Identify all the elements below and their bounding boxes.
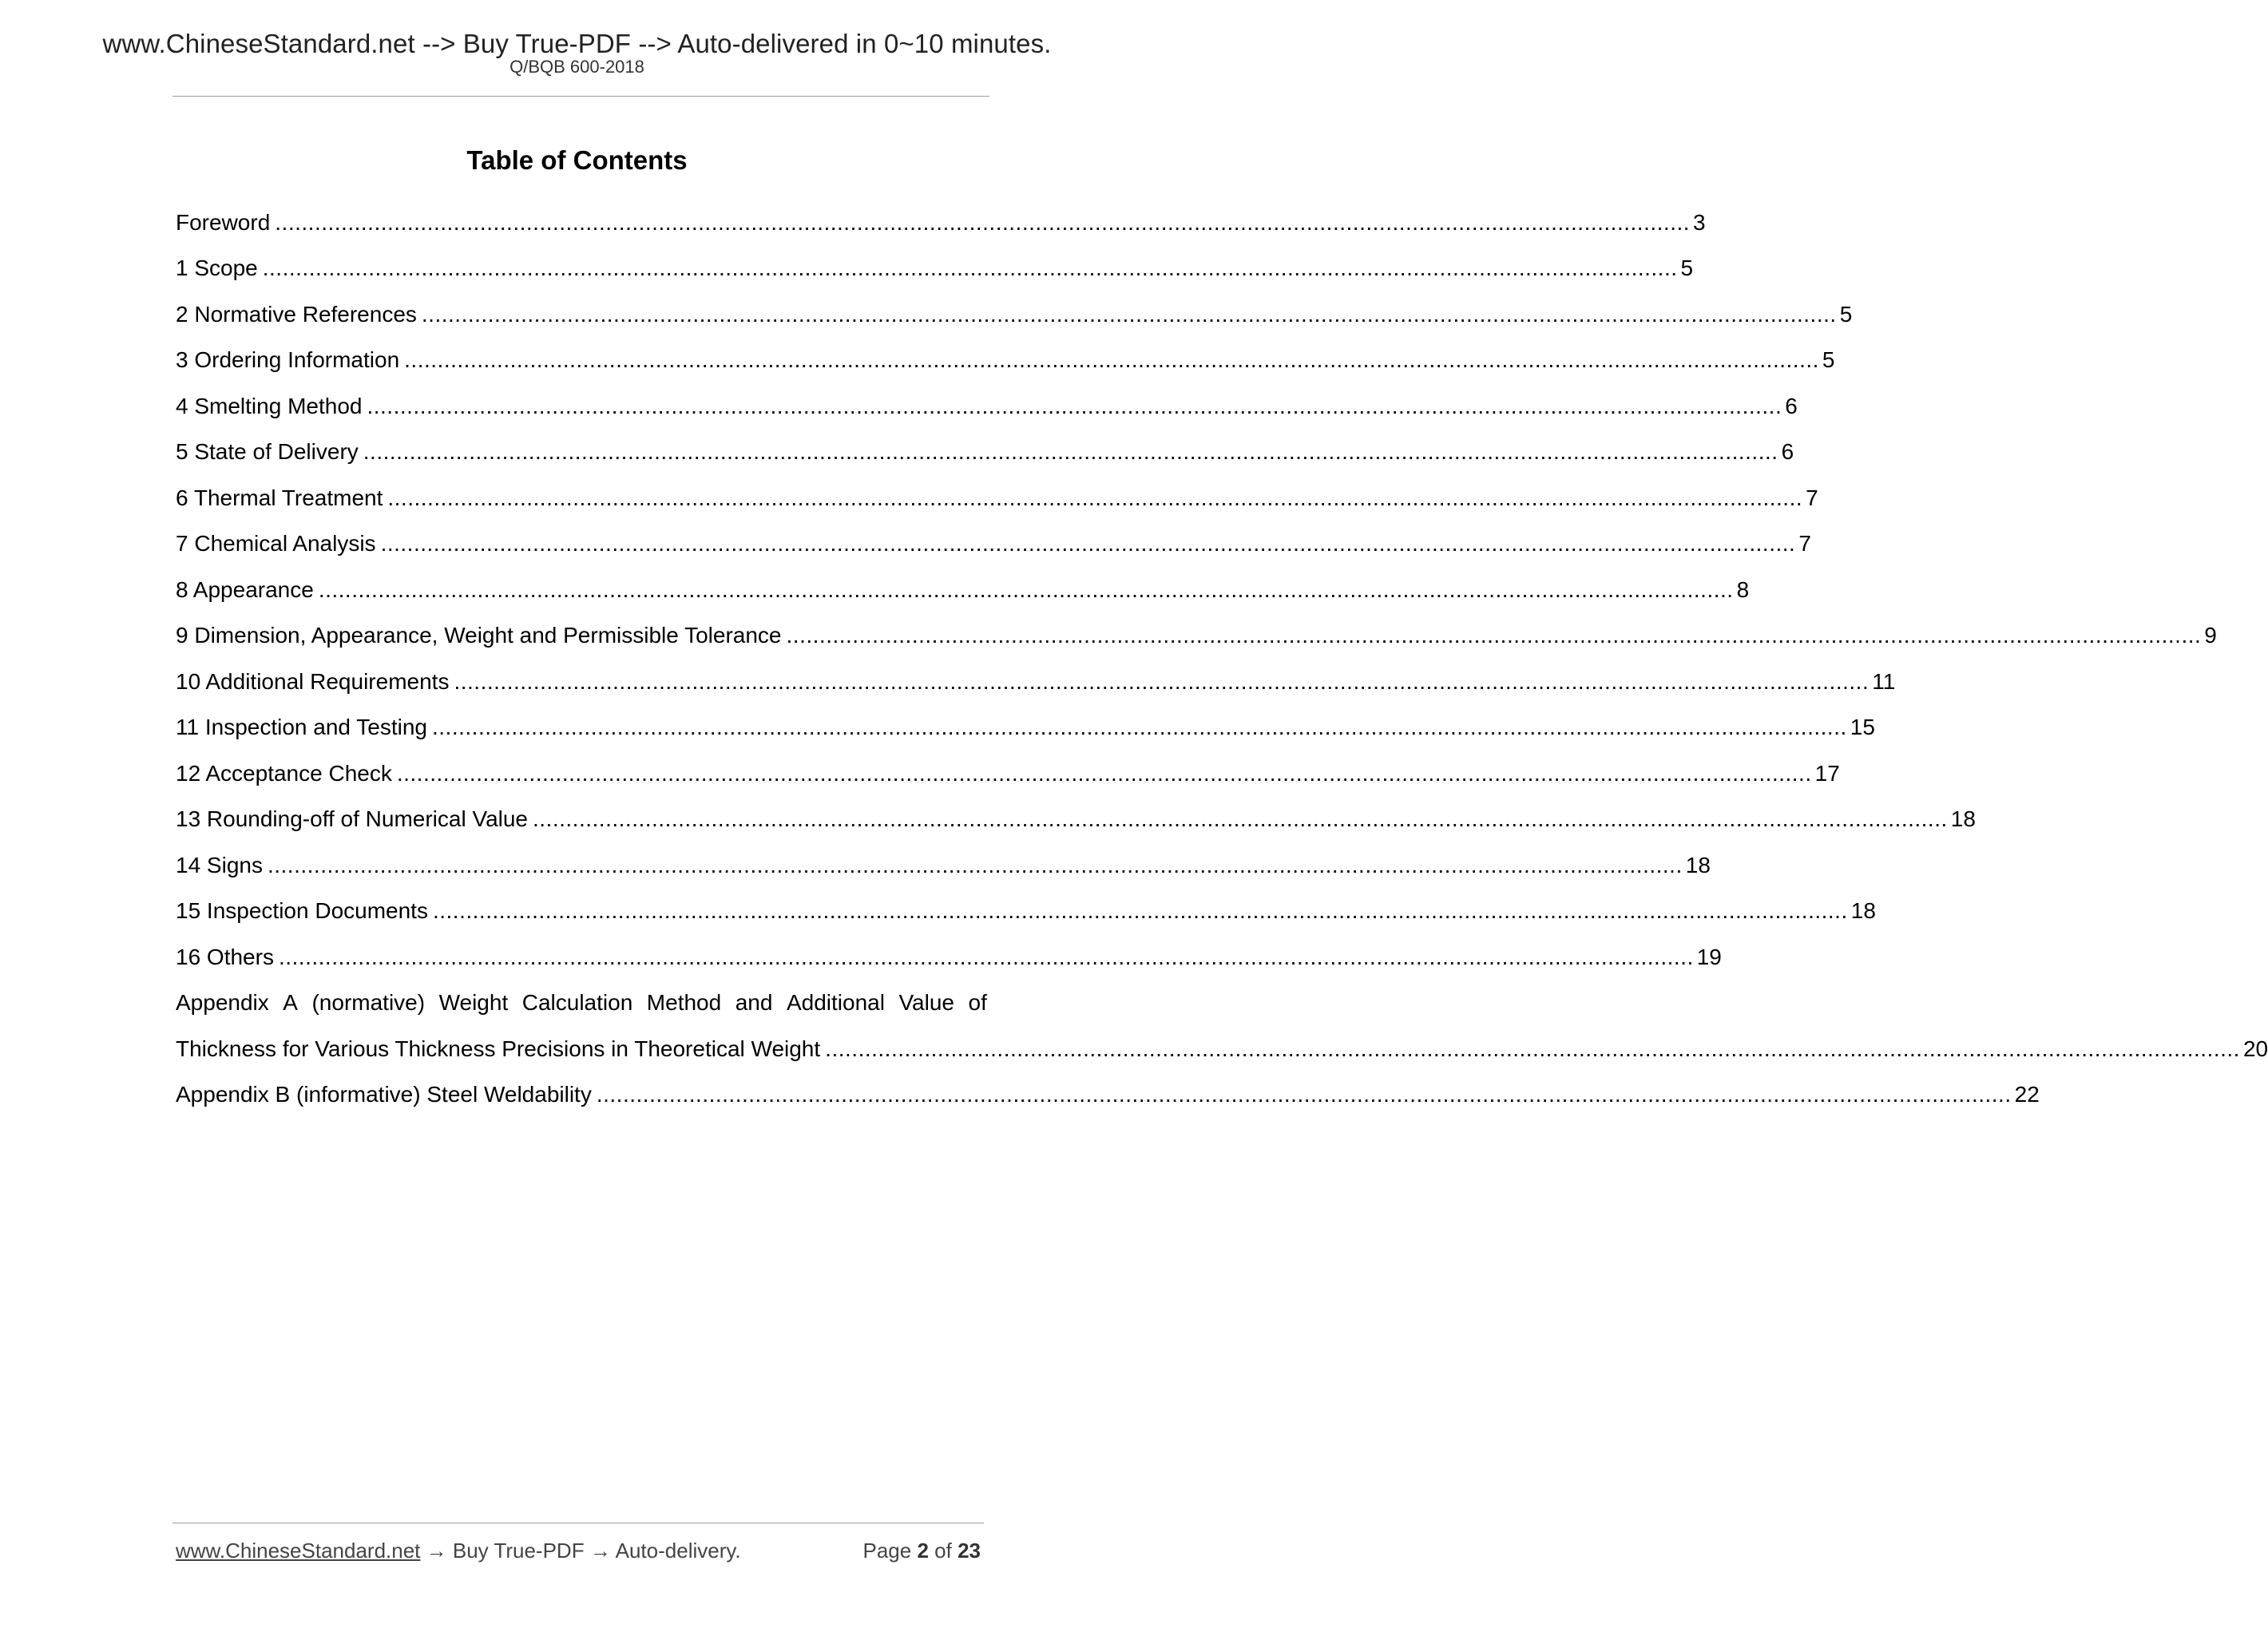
toc-entry-label: 10 Additional Requirements: [176, 668, 450, 694]
toc-entry-dimension-tolerance[interactable]: [176, 613, 2217, 660]
toc-dot-leader: ......................................................................................................................................................................................................................: [275, 209, 1691, 235]
toc-entry-foreword[interactable]: [176, 200, 1706, 246]
toc-dot-leader: ......................................................................................................................................................................................................................: [267, 852, 1683, 877]
toc-entry-label: 11 Inspection and Testing: [176, 715, 427, 740]
toc-entry-label: 16 Others: [176, 944, 274, 969]
toc-word: Value: [898, 990, 954, 1016]
toc-entry-label: 6 Thermal Treatment: [176, 485, 383, 510]
toc-entry-appendix-b[interactable]: [176, 1072, 2040, 1119]
arrow-icon: →: [426, 1539, 447, 1563]
toc-entry-label: 3 Ordering Information: [176, 347, 400, 373]
footer-left: [176, 1540, 741, 1561]
toc-dot-leader: ......................................................................................................................................................................................................................: [533, 806, 1948, 832]
of-word: of: [934, 1539, 952, 1563]
toc-dot-leader: ......................................................................................................................................................................................................................: [363, 439, 1778, 465]
toc-entry-page: 22: [2014, 1082, 2040, 1107]
toc-entry-signs[interactable]: [176, 842, 1711, 889]
toc-entry-others[interactable]: [176, 934, 1722, 980]
toc-entry-page: 19: [1696, 944, 1722, 969]
page-indicator: [862, 1540, 981, 1561]
toc-entry-page: 9: [2204, 623, 2217, 648]
toc-entry-ordering-information[interactable]: [176, 338, 1835, 384]
toc-entry-chemical-analysis[interactable]: [176, 521, 1811, 568]
toc-entry-inspection-testing[interactable]: [176, 705, 1875, 751]
toc-entry-label: 13 Rounding-off of Numerical Value: [176, 806, 528, 832]
toc-entry-label: 12 Acceptance Check: [176, 760, 392, 786]
toc-entry-label: Thickness for Various Thickness Precisions in Theoretical Weight: [176, 1036, 821, 1061]
toc-dot-leader: ......................................................................................................................................................................................................................: [786, 623, 2202, 648]
toc-dot-leader: ......................................................................................................................................................................................................................: [431, 715, 1847, 740]
toc-word: Weight: [438, 990, 509, 1016]
header-divider: [172, 96, 989, 97]
toc-entry-appendix-a-line2[interactable]: [176, 1026, 2268, 1072]
toc-entry-page: 5: [1839, 301, 1853, 327]
toc-entry-page: 7: [1798, 531, 1811, 557]
toc-word: Additional: [786, 990, 885, 1016]
toc-entry-page: 5: [1822, 347, 1835, 373]
footer-delivery-text: Auto-delivery.: [615, 1539, 741, 1563]
toc-dot-leader: ......................................................................................................................................................................................................................: [380, 531, 1796, 557]
toc-title: Table of Contents: [466, 145, 688, 175]
toc-entry-label: 15 Inspection Documents: [176, 898, 428, 924]
toc-dot-leader: ......................................................................................................................................................................................................................: [367, 393, 1782, 418]
toc-entry-label: 7 Chemical Analysis: [176, 531, 376, 557]
toc-word: Appendix: [176, 990, 269, 1016]
toc-entry-rounding-off[interactable]: [176, 797, 1976, 843]
toc-entry-page: 11: [1872, 668, 1896, 694]
toc-dot-leader: ......................................................................................................................................................................................................................: [432, 898, 1848, 924]
toc-dot-leader: ......................................................................................................................................................................................................................: [421, 301, 1837, 327]
toc-dot-leader: ......................................................................................................................................................................................................................: [262, 255, 1678, 281]
toc-dot-leader: ......................................................................................................................................................................................................................: [454, 668, 1870, 694]
table-of-contents: [176, 200, 2268, 1118]
toc-entry-page: 20: [2242, 1036, 2268, 1061]
toc-entry-page: 18: [1850, 898, 1876, 924]
toc-entry-additional-requirements[interactable]: [176, 659, 1896, 705]
toc-entry-label: 4 Smelting Method: [176, 393, 363, 418]
toc-entry-label: 1 Scope: [176, 255, 258, 281]
toc-entry-page: 7: [1806, 485, 1818, 510]
footer-site-link[interactable]: www.ChineseStandard.net: [176, 1539, 421, 1563]
toc-dot-leader: ......................................................................................................................................................................................................................: [404, 347, 1819, 373]
toc-entry-state-of-delivery[interactable]: [176, 430, 1794, 476]
toc-entry-label: 9 Dimension, Appearance, Weight and Permissible Tolerance: [176, 623, 782, 648]
footer-buy-text: Buy True-PDF: [452, 1539, 585, 1563]
toc-entry-label: 8 Appearance: [176, 576, 314, 602]
toc-entry-page: 15: [1850, 715, 1875, 740]
toc-word: of: [968, 990, 987, 1016]
toc-word: and: [735, 990, 773, 1016]
toc-entry-label: 5 State of Delivery: [176, 439, 359, 465]
toc-entry-page: 18: [1950, 806, 1976, 832]
toc-entry-label: Appendix B (informative) Steel Weldability: [176, 1082, 592, 1107]
toc-entry-page: 8: [1736, 576, 1750, 602]
toc-entry-label: Foreword: [176, 209, 271, 235]
toc-entry-label: 2 Normative References: [176, 301, 417, 327]
toc-entry-normative-references[interactable]: [176, 291, 1853, 338]
toc-dot-leader: ......................................................................................................................................................................................................................: [825, 1036, 2240, 1061]
toc-entry-page: 17: [1814, 760, 1840, 786]
page-current: 2: [917, 1539, 929, 1563]
toc-entry-thermal-treatment[interactable]: [176, 475, 1818, 521]
toc-entry-page: 3: [1693, 209, 1706, 235]
toc-entry-acceptance-check[interactable]: [176, 751, 1840, 797]
toc-entry-page: 18: [1685, 852, 1711, 877]
toc-word: Method: [646, 990, 722, 1016]
toc-dot-leader: ......................................................................................................................................................................................................................: [318, 576, 1734, 602]
toc-word: Calculation: [521, 990, 633, 1016]
arrow-icon: →: [589, 1539, 611, 1563]
toc-entry-page: 6: [1785, 393, 1798, 418]
toc-entry-page: 6: [1781, 439, 1794, 465]
toc-dot-leader: ......................................................................................................................................................................................................................: [278, 944, 1694, 969]
toc-word: A: [283, 990, 298, 1016]
toc-entry-appearance[interactable]: [176, 567, 1750, 613]
toc-dot-leader: ......................................................................................................................................................................................................................: [387, 485, 1803, 510]
toc-entry-inspection-documents[interactable]: [176, 889, 1876, 935]
toc-entry-smelting-method[interactable]: [176, 383, 1798, 430]
toc-entry-label: 14 Signs: [176, 852, 263, 877]
toc-entry-appendix-a-line1[interactable]: [176, 980, 987, 1027]
page-total: 23: [958, 1539, 981, 1563]
toc-entry-page: 5: [1680, 255, 1694, 281]
page-word: Page: [862, 1539, 912, 1563]
toc-dot-leader: ......................................................................................................................................................................................................................: [396, 760, 1812, 786]
toc-dot-leader: ......................................................................................................................................................................................................................: [596, 1082, 2012, 1107]
document-id: Q/BQB 600-2018: [510, 57, 644, 77]
toc-word: (normative): [311, 990, 426, 1016]
site-banner: www.ChineseStandard.net --> Buy True-PDF --> Auto-delivered in 0~10 minutes.: [102, 29, 1052, 58]
toc-entry-scope[interactable]: [176, 246, 1694, 292]
